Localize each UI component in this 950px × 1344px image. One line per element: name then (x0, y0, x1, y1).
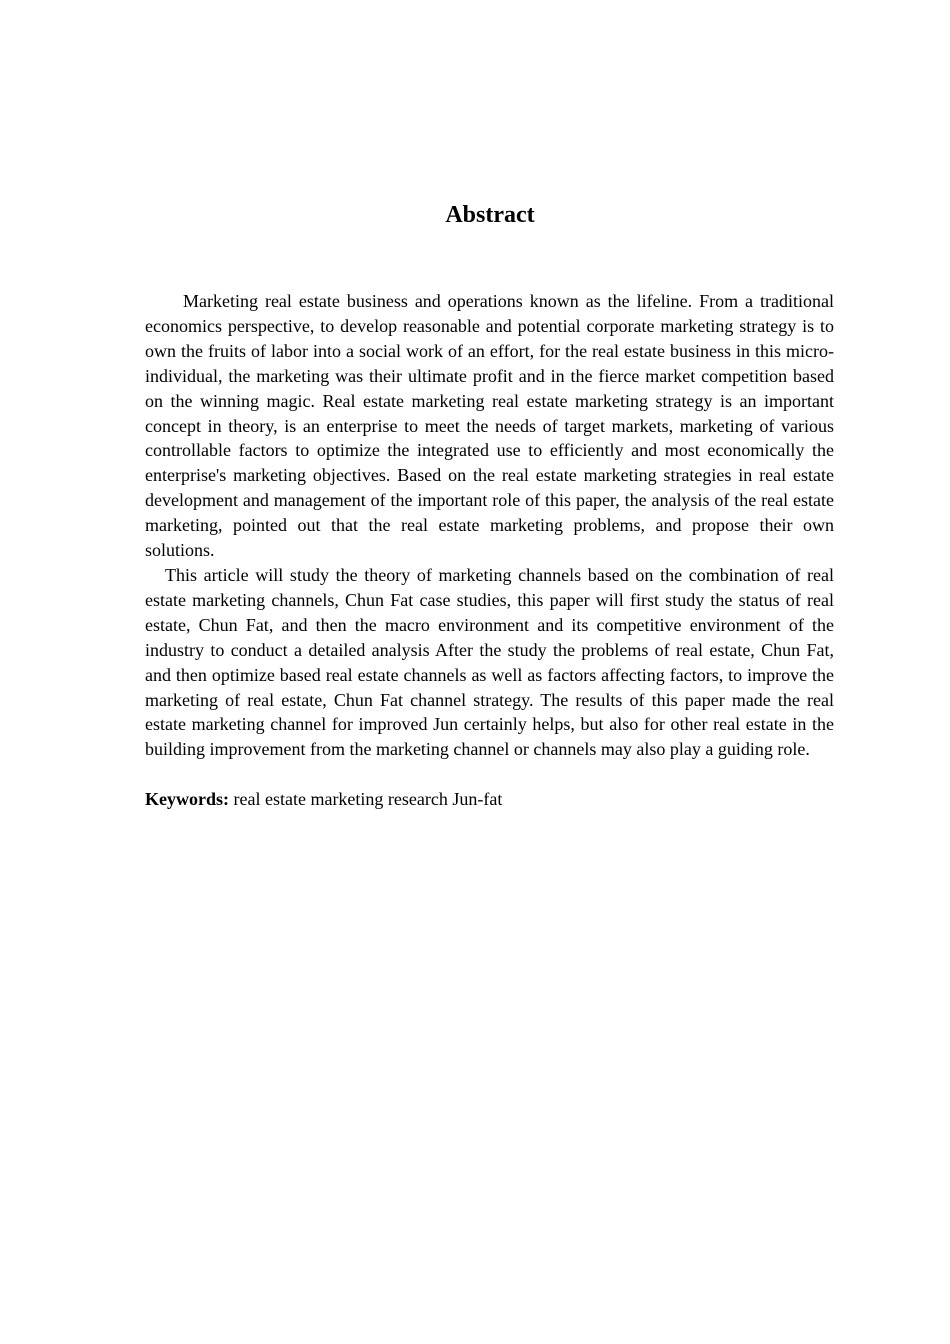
abstract-paragraph-2: This article will study the theory of marketing channels based on the combination of real estate marketing channels, Chun Fat case studies, this paper will first study the status of real estate, Chun Fat, and then the macro environment and its competitive environment of the industry to conduct a detailed analysis After the study the problems of real estate, Chun Fat, and then optimize based real estate channels as well as factors affecting factors, to improve the marketing of real estate, Chun Fat channel strategy. The results of this paper made the real estate marketing channel for improved Jun certainly helps, but also for other real estate in the building improvement from the marketing channel or channels may also play a guiding role. (145, 564, 834, 760)
keywords-line (145, 787, 834, 812)
abstract-title: Abstract (445, 202, 535, 228)
keywords-value: real estate marketing research Jun-fat (229, 789, 503, 810)
abstract-paragraph-1: Marketing real estate business and operations known as the lifeline. From a traditional economics perspective, to develop reasonable and potential corporate marketing strategy is to own the fruits of labor into a social work of an effort, for the real estate business in this micro-individual, the marketing was their ultimate profit and in the fierce market competition based on the winning magic. Real estate marketing real estate marketing strategy is an important concept in theory, is an enterprise to meet the needs of target markets, marketing of various controllable factors to optimize the integrated use to efficiently and most economically the enterprise's marketing objectives. Based on the real estate marketing strategies in real estate development and management of the important role of this paper, the analysis of the real estate marketing, pointed out that the real estate marketing problems, and propose their own solutions. (145, 291, 834, 561)
abstract-body (145, 289, 834, 812)
keywords-label: Keywords: (145, 789, 229, 810)
